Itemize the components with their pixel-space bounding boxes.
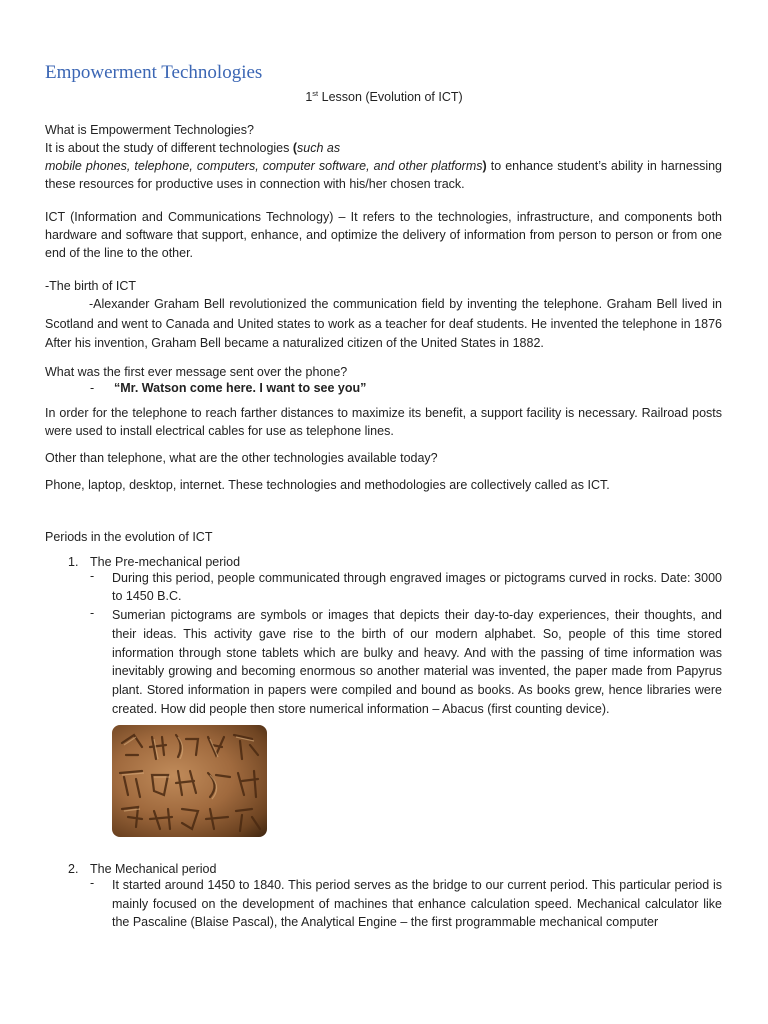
birth-paragraph: -Alexander Graham Bell revolutionized the communication field by inventing the telephone. Graham Bell lived in Scotland and went to Canada and United states to work as a teacher for deaf students. He invented the telephone in 1876 After his invention, Graham Bell became a naturalized citizen of the United States in 1882. [45, 297, 722, 350]
lesson-number: 1 [305, 90, 313, 104]
sumerian-tablet-image [112, 725, 267, 837]
period-item-1 [45, 555, 722, 569]
lesson-ordinal: st [312, 89, 319, 98]
intro-line-1 [45, 139, 722, 157]
intro-italic-list: mobile phones, telephone, computers, computer software, and other platforms [45, 159, 483, 173]
first-message-item [45, 381, 722, 395]
document-title: Empowerment Technologies [45, 62, 263, 83]
period-item-2 [45, 862, 722, 876]
bullet-dash: - [90, 568, 95, 583]
period-title: The Pre-mechanical period [90, 554, 241, 569]
intro-question: What is Empowerment Technologies? [45, 123, 254, 137]
birth-heading: -The birth of ICT [45, 279, 136, 293]
intro-paren-close: ) [482, 159, 487, 173]
telephone-paragraph: In order for the telephone to reach farther distances to maximize its benefit, a support facility is necessary. Railroad posts were used to install electrical cables for use as telephone lines. [45, 405, 722, 438]
tablet-engravings [112, 725, 267, 837]
intro-rest: to enhance student’s ability in harnessing these resources for productive uses in connection with his/her chosen track. [45, 159, 723, 191]
period-number: 1. [68, 554, 79, 569]
ict-definition: ICT (Information and Communications Technology) – It refers to the technologies, infrastructure, and components both hardware and software that support, enhance, and optimize the delivery of information from person to person or from one end of the line to the other. [45, 210, 722, 260]
other-tech-answer: Phone, laptop, desktop, internet. These technologies and methodologies are collectively called as ICT. [45, 477, 610, 492]
bullet-dash: - [90, 875, 95, 890]
first-message-dash: - [90, 380, 95, 395]
intro-paragraph [45, 157, 722, 193]
periods-heading: Periods in the evolution of ICT [45, 529, 213, 544]
other-tech-question: Other than telephone, what are the other technologies available today? [45, 450, 438, 465]
first-message-question: What was the first ever message sent over the phone? [45, 364, 348, 379]
first-message-quote: “Mr. Watson come here. I want to see you” [114, 380, 367, 395]
bullet-dash: - [90, 606, 95, 621]
bullet-text: During this period, people communicated through engraved images or pictograms curved in rocks. Date: 3000 to 1450 B.C. [112, 570, 722, 604]
period-number: 2. [68, 861, 79, 876]
intro-paren-open: ( [292, 141, 298, 155]
intro-italic-start: such as [297, 141, 341, 155]
document-body [45, 121, 722, 932]
period-1-bullet-1 [90, 569, 722, 607]
intro-text: It is about the study of different technologies [45, 141, 293, 155]
period-1-bullet-2 [90, 606, 722, 719]
lesson-title: Lesson (Evolution of ICT) [318, 90, 463, 104]
bullet-text: It started around 1450 to 1840. This period serves as the bridge to our current period. This particular period is mainly focused on the development of machines that enhance calculation speed. Mechanical calculator like the Pascaline (Blaise Pascal), the Analytical Engine – the first programmable mechanical computer [112, 877, 722, 930]
bullet-text: Sumerian pictograms are symbols or images that depicts their day-to-day experiences, their thoughts, and their ideas. This activity gave rise to the birth of our modern alphabet. So, people of this time stored information through stone tablets which are bulky and heavy. And with the passing of time information was inevitably growing and becoming enormous so another material was invented, the paper made from Papyrus plant. Stored information in papers were compiled and bound as books. As books grew, hence libraries were created. How did people then store numerical information – Abacus (first counting device). [112, 608, 722, 717]
period-2-bullet-1 [90, 876, 722, 932]
period-title: The Mechanical period [90, 861, 217, 876]
lesson-heading [0, 89, 768, 104]
